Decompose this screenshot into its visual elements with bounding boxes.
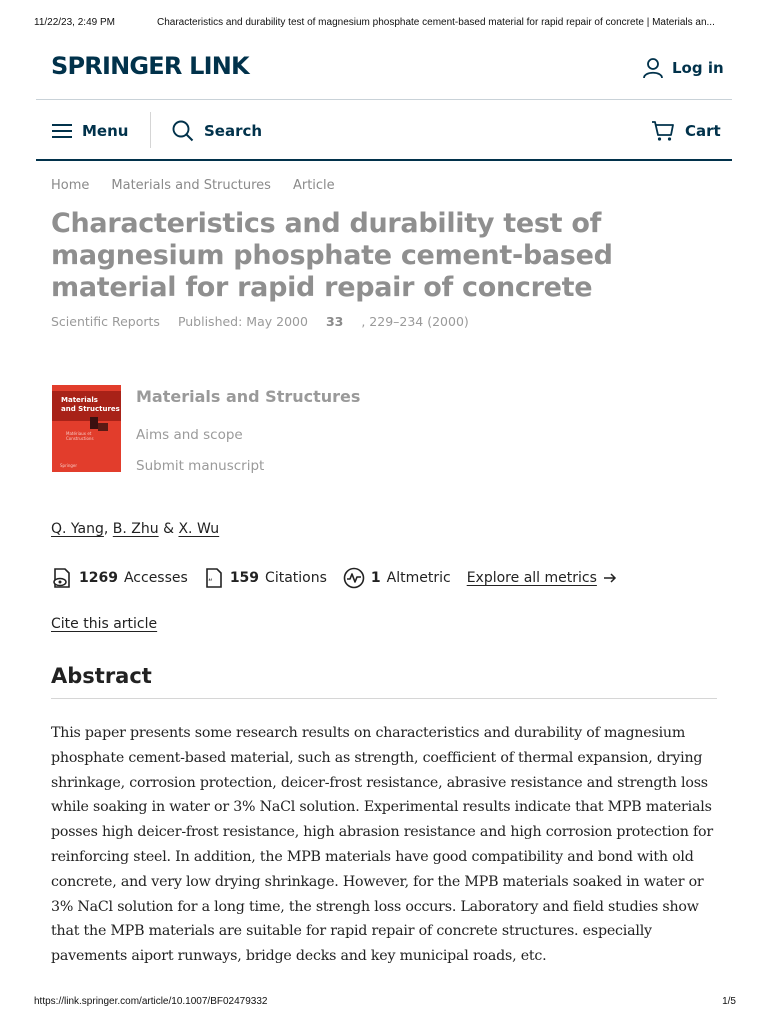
citations-metric [204,567,327,589]
search-label: Search [204,122,263,140]
author-link[interactable]: B. Zhu [112,521,159,537]
breadcrumb-journal[interactable]: Materials and Structures [111,178,271,193]
altmetric-metric [343,567,451,589]
explore-metrics-link[interactable] [467,570,617,586]
search-button[interactable] [172,118,262,144]
author-list: Q. Yang, B. Zhu & X. Wu [51,521,220,537]
search-icon [172,120,194,142]
altmetric-icon [343,567,365,589]
pages-year: , 229–234 (2000) [361,314,469,329]
print-footer [0,994,768,1010]
cover-graphic-2 [98,423,108,431]
abstract-divider [51,698,717,699]
nav-separator [150,112,151,148]
publication-date: Published: May 2000 [177,314,308,329]
breadcrumb-home[interactable]: Home [51,178,90,193]
accesses-count: 1269 [79,570,118,586]
menu-button[interactable] [52,118,128,144]
cover-title: Materials and Structures [61,396,120,413]
cart-button[interactable] [651,118,721,144]
print-page-number: 1/5 [722,996,736,1007]
menu-label: Menu [82,122,129,140]
explore-metrics-label: Explore all metrics [466,570,597,586]
article-meta [51,314,505,329]
accesses-metric [51,567,188,589]
user-icon [642,57,664,79]
citations-label: Citations [265,570,327,586]
accesses-icon [51,567,73,589]
breadcrumb-article[interactable]: Article [292,178,335,193]
print-url: https://link.springer.com/article/10.1007/BF02479332 [34,996,268,1007]
login-button[interactable] [642,56,724,80]
journal-cover-image[interactable] [52,385,121,472]
accesses-label: Accesses [123,570,188,586]
altmetric-count: 1 [370,570,381,586]
journal-name-link[interactable]: Materials and Structures [136,387,361,406]
print-page-title: Characteristics and durability test of magnesium phosphate cement-based material for rapid repair of concrete | Materials an... [157,17,715,28]
cart-icon [651,120,675,142]
abstract-heading: Abstract [51,664,152,688]
cover-graphic [90,417,98,429]
springer-link-logo[interactable]: SPRINGER LINK [51,52,249,80]
cover-publisher: Springer [60,463,78,468]
nav-divider [36,159,732,161]
author-link[interactable]: Q. Yang [51,521,104,537]
article-metrics [51,566,617,590]
header-divider [36,99,732,100]
author-link[interactable]: X. Wu [178,521,220,537]
article-type: Scientific Reports [51,314,160,329]
cite-this-article-link[interactable]: Cite this article [51,616,158,632]
print-datetime: 11/22/23, 2:49 PM [34,17,115,28]
abstract-text: This paper presents some research results on characteristics and durability of magnesium phosphate cement-based material, such as strength, coefficient of thermal expansion, drying shrinkage, corrosion protection, deicer-frost resistance, abrasive resistance and strength loss while soaking in water or 3% NaCl solution. Experimental results indicate that MPB materials posses high deicer-frost resistance, high abrasion resistance and high corrosion protection for reinforcing steel. In addition, the MPB materials have good compatibility and bond with old concrete, and very low drying shrinkage. However, for the MPB materials soaked in water or 3% NaCl solution for a long time, the strengh loss occurs. Laboratory and field studies show that the MPB materials are suitable for rapid repair of concrete structures. especially pavements aiport runways, bridge decks and key municipal roads, etc. [51,725,713,965]
login-label: Log in [672,59,724,77]
hamburger-menu-icon [52,123,72,139]
svg-text:“: “ [207,578,213,588]
citations-count: 159 [229,570,260,586]
volume-number: 33 [325,314,344,329]
citations-icon [204,567,224,589]
print-header [0,0,768,44]
altmetric-label: Altmetric [386,570,451,586]
submit-manuscript-link[interactable]: Submit manuscript [136,458,265,474]
cart-label: Cart [685,122,721,140]
aims-and-scope-link[interactable]: Aims and scope [136,427,243,443]
cover-subtitle: Matériaux et Constructions [66,431,94,441]
article-title: Characteristics and durability test of magnesium phosphate cement-based material for rapid repair of concrete [51,208,613,303]
volume-info [326,314,487,329]
arrow-right-icon [603,572,617,584]
breadcrumb [51,178,357,193]
